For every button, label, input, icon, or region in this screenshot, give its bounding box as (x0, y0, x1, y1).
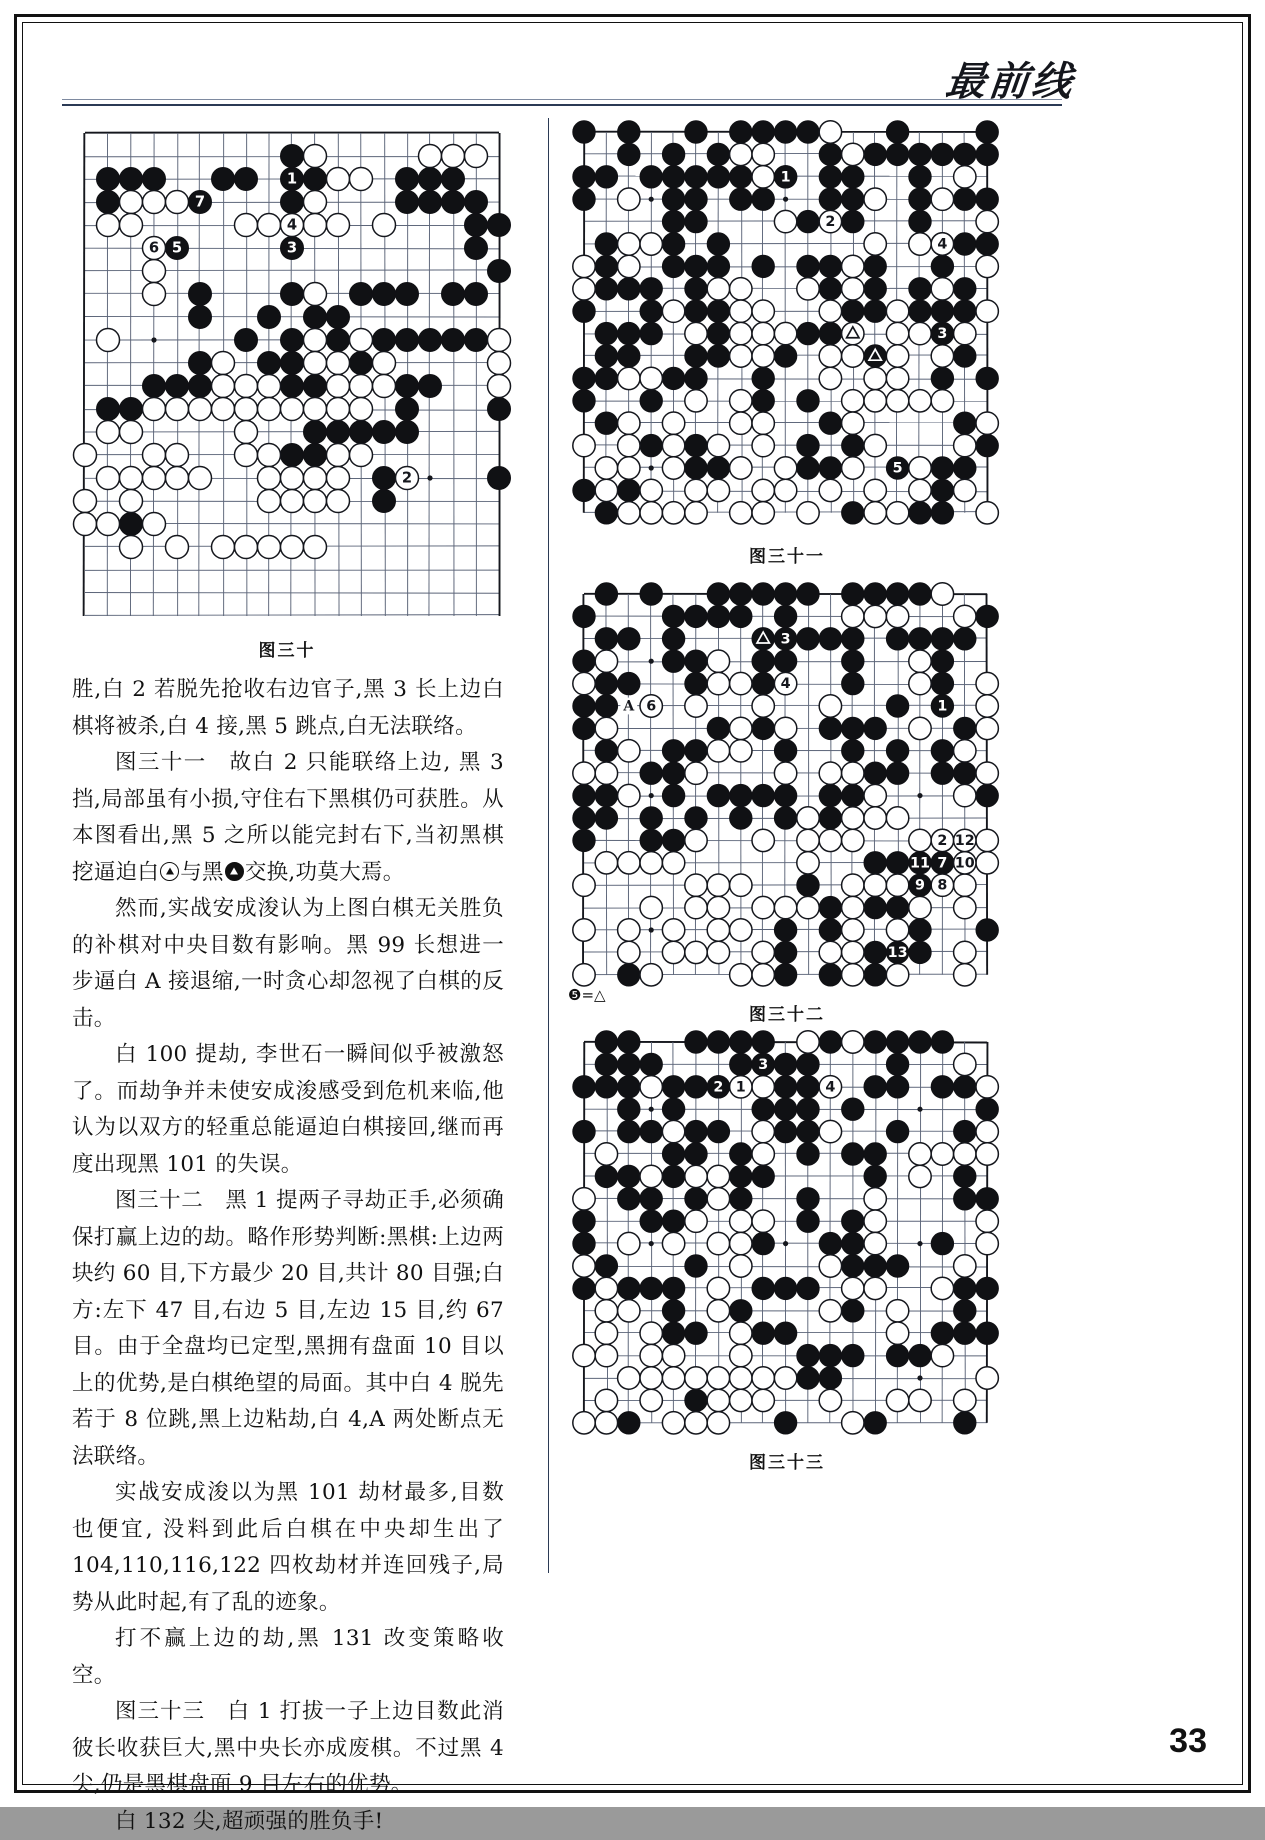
go-diagram-fig31 (572, 120, 999, 525)
svg-text:7: 7 (195, 194, 205, 211)
svg-text:3: 3 (937, 326, 947, 342)
go-board-svg-fig31 (572, 120, 999, 525)
svg-text:4: 4 (781, 676, 791, 692)
body-paragraph: 图三十三 白 1 打拔一子上边目数此消彼长收获巨大,黑中央长亦成废棋。不过黑 4 尖,仍是黑棋盘面 9 目左右的优势。 (72, 1694, 504, 1804)
svg-text:6: 6 (646, 698, 656, 714)
svg-text:1: 1 (937, 698, 947, 714)
go-board-svg-fig32 (572, 582, 999, 987)
go-diagram-fig30 (72, 120, 512, 629)
body-paragraph: 图三十一 故白 2 只能联络上边, 黑 3 挡,局部虽有小损,守住右下黑棋仍可获胜。从本图看出,黑 5 之所以能完封右下,当初黑棋挖逼迫白 与黑 交换,功莫大焉。 (72, 745, 504, 891)
svg-text:8: 8 (937, 878, 947, 894)
svg-text:10: 10 (955, 855, 975, 871)
body-paragraph: 白 132 尖,超顽强的胜负手! (72, 1804, 504, 1840)
svg-text:4: 4 (287, 217, 297, 234)
svg-text:A: A (622, 699, 634, 715)
svg-text:1: 1 (287, 171, 297, 188)
body-paragraph: 白 100 提劫, 李世石一瞬间似乎被激怒了。而劫争并未使安成浚感受到危机来临,他认为以双方的轻重总能逼迫白棋接回,继而再度出现黑 101 的失误。 (72, 1037, 504, 1183)
svg-text:1: 1 (781, 169, 791, 185)
go-diagram-fig32 (572, 582, 999, 987)
svg-text:13: 13 (888, 945, 908, 961)
svg-text:11: 11 (910, 855, 930, 871)
caption-fig30: 图三十 (72, 636, 502, 661)
caption-fig33: 图三十三 (572, 1448, 1002, 1473)
svg-text:2: 2 (937, 833, 947, 849)
svg-text:2: 2 (825, 214, 835, 230)
go-diagram-fig33 (572, 1030, 999, 1435)
svg-text:5: 5 (893, 460, 903, 476)
svg-text:2: 2 (713, 1079, 723, 1095)
svg-text:12: 12 (955, 833, 975, 849)
svg-text:3: 3 (758, 1057, 768, 1073)
go-board-svg-fig30 (72, 120, 512, 629)
header-rule (62, 104, 1062, 106)
article-body (72, 672, 504, 1840)
body-paragraph: 然而,实战安成浚认为上图白棋无关胜负的补棋对中央目数有影响。黑 99 长想进一步逼白 A 接退缩,一时贪心却忽视了白棋的反击。 (72, 891, 504, 1037)
body-paragraph: 胜,白 2 若脱先抢收右边官子,黑 3 长上边白棋将被杀,白 4 接,黑 5 跳点,白无法联络。 (72, 672, 504, 745)
svg-text:5: 5 (172, 240, 182, 257)
body-paragraph: 打不赢上边的劫,黑 131 改变策略收空。 (72, 1621, 504, 1694)
black-triangle-stone-icon (225, 862, 244, 881)
go-board-svg-fig33 (572, 1030, 999, 1435)
body-paragraph: 实战安成浚以为黑 101 劫材最多,目数也便宜, 没料到此后白棋在中央却生出了 104,110,116,122 四枚劫材并连回残子,局势从此时起,有了乱的迹象。 (72, 1475, 504, 1621)
svg-text:9: 9 (915, 878, 925, 894)
body-paragraph: 图三十二 黑 1 提两子寻劫正手,必须确保打赢上边的劫。略作形势判断:黑棋:上边两块约 60 目,下方最少 20 目,共计 80 目强;白方:左下 47 目,右边 5 目,左边 15 目,约 67 目。由于全盘均已定型,黑拥有盘面 10 目以上的优势,是白棋绝望的局面。其中白 4 脱先若于 8 位跳,黑上边粘劫,白 4,A 两处断点无法联络。 (72, 1183, 504, 1475)
column-divider (548, 118, 549, 1573)
svg-text:4: 4 (825, 1079, 835, 1095)
svg-text:3: 3 (781, 631, 791, 647)
sidenote-fig32: ❺=△ (568, 986, 606, 1004)
svg-text:1: 1 (736, 1079, 746, 1095)
white-triangle-stone-icon (160, 862, 179, 881)
caption-fig31: 图三十一 (572, 542, 1002, 567)
svg-text:3: 3 (287, 240, 297, 257)
svg-text:2: 2 (402, 470, 412, 487)
svg-text:7: 7 (937, 855, 947, 871)
page-title: 最前线 (943, 50, 1078, 107)
page-number: 33 (1169, 1722, 1207, 1761)
svg-text:4: 4 (937, 236, 947, 252)
svg-text:6: 6 (149, 240, 159, 257)
caption-fig32: 图三十二 (572, 1000, 1002, 1025)
header-rule-thin (62, 99, 1062, 100)
